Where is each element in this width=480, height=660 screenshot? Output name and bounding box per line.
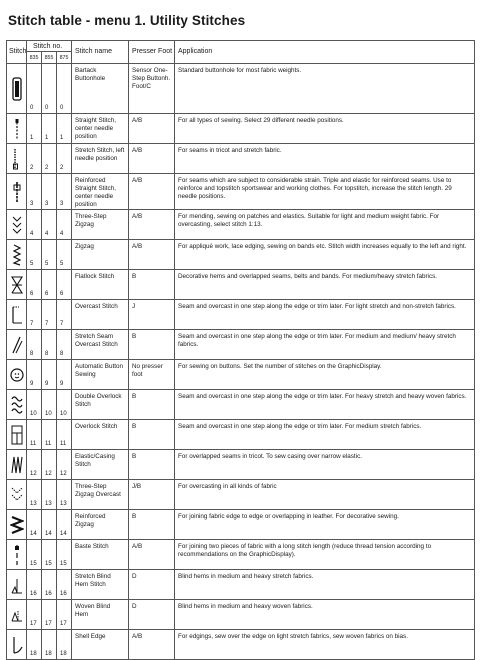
stitch-name: Automatic Button Sewing	[72, 360, 129, 390]
presser-foot: Sensor One-Step Buttonh. Foot/C	[129, 64, 175, 114]
presser-foot: A/B	[129, 630, 175, 660]
stitch-name: Overlock Stitch	[72, 420, 129, 450]
stitch-number: 12	[45, 471, 52, 477]
table-row	[7, 64, 475, 114]
table-row	[7, 360, 475, 390]
stitch-number-cell	[27, 420, 42, 450]
presser-foot: A/B	[129, 174, 175, 210]
stitch-number-cell	[57, 630, 72, 660]
stitch-icon-cell	[7, 144, 27, 174]
header-application: Application	[175, 41, 475, 64]
elastic-casing-icon	[10, 453, 24, 477]
application: For overlapped seams in tricot. To sew casing over narrow elastic.	[175, 450, 475, 480]
stitch-number: 7	[30, 321, 34, 327]
stitch-number: 1	[60, 135, 64, 141]
stitch-number-cell	[42, 64, 57, 114]
stitch-number: 12	[60, 471, 67, 477]
stitch-number-cell	[57, 270, 72, 300]
stitch-number-cell	[42, 390, 57, 420]
application: Blind hems in medium and heavy woven fabrics.	[175, 600, 475, 630]
header-stitch-no: Stitch no.	[27, 41, 72, 52]
table-row	[7, 390, 475, 420]
stitch-number-cell	[57, 570, 72, 600]
stitch-number-cell	[27, 210, 42, 240]
stitch-number-cell	[27, 300, 42, 330]
stitch-number: 17	[30, 621, 37, 627]
stitch-number-cell	[42, 270, 57, 300]
stitch-number: 18	[60, 651, 67, 657]
presser-foot: B	[129, 450, 175, 480]
stitch-number: 16	[60, 591, 67, 597]
stitch-number-cell	[57, 450, 72, 480]
stitch-name: Three-Step Zigzag Overcast	[72, 480, 129, 510]
stitch-number: 5	[30, 261, 34, 267]
stitch-number: 8	[45, 351, 49, 357]
stitch-number: 17	[45, 621, 52, 627]
stitch-number: 0	[30, 105, 34, 111]
stitch-number: 0	[60, 105, 64, 111]
stitch-number-cell	[42, 570, 57, 600]
stitch-number: 9	[60, 381, 64, 387]
stitch-number: 16	[30, 591, 37, 597]
stitch-name: Stretch Blind Hem Stitch	[72, 570, 129, 600]
stitch-number-cell	[27, 540, 42, 570]
overcast-stitch-icon	[10, 303, 24, 327]
table-row	[7, 420, 475, 450]
stitch-number-cell	[42, 510, 57, 540]
stitch-number-cell	[42, 630, 57, 660]
stitch-number: 14	[30, 531, 37, 537]
stitch-number-cell	[57, 210, 72, 240]
stitch-number: 3	[30, 201, 34, 207]
stitch-name: Stretch Stitch, left needle position	[72, 144, 129, 174]
table-row	[7, 174, 475, 210]
stitch-number: 15	[60, 561, 67, 567]
stitch-number: 3	[45, 201, 49, 207]
stitch-name: Reinforced Straight Stitch, center needle position	[72, 174, 129, 210]
stitch-icon-cell	[7, 114, 27, 144]
stitch-number: 16	[45, 591, 52, 597]
presser-foot: B	[129, 270, 175, 300]
application: For seams which are subject to considerable strain. Triple and elastic for reinforced seams. Use to reinforce and topstitch sportswear and working clothes. For topstitch, increase the stitch length. 29 needle positions.	[175, 174, 475, 210]
stitch-number-cell	[27, 360, 42, 390]
stitch-number: 13	[45, 501, 52, 507]
stitch-number: 14	[60, 531, 67, 537]
stitch-number: 4	[45, 231, 49, 237]
stitch-icon-cell	[7, 540, 27, 570]
stitch-name: Zigzag	[72, 240, 129, 270]
presser-foot: D	[129, 600, 175, 630]
stitch-name: Overcast Stitch	[72, 300, 129, 330]
stitch-number: 4	[30, 231, 34, 237]
stitch-icon-cell	[7, 360, 27, 390]
stitch-number-cell	[27, 630, 42, 660]
stitch-number-cell	[57, 174, 72, 210]
stitch-number-cell	[27, 114, 42, 144]
stitch-icon-cell	[7, 330, 27, 360]
woven-blind-hem-icon	[10, 603, 24, 627]
header-stitch: Stitch	[7, 41, 27, 64]
shell-edge-icon	[10, 633, 24, 657]
table-row	[7, 600, 475, 630]
table-header-row	[7, 41, 475, 52]
stitch-icon-cell	[7, 510, 27, 540]
presser-foot: J/B	[129, 480, 175, 510]
stitch-number-cell	[27, 330, 42, 360]
stitch-number-cell	[42, 420, 57, 450]
stitch-number: 2	[45, 165, 49, 171]
stitch-number-cell	[57, 390, 72, 420]
table-row	[7, 450, 475, 480]
application: Seam and overcast in one step along the edge or trim later. For medium stretch fabrics.	[175, 420, 475, 450]
table-row	[7, 630, 475, 660]
reinforced-zigzag-icon	[10, 513, 24, 537]
stitch-number-cell	[42, 114, 57, 144]
stitch-name: Woven Blind Hem	[72, 600, 129, 630]
stretch-stitch-left-icon	[10, 147, 24, 171]
stitch-number-cell	[27, 144, 42, 174]
stitch-icon-cell	[7, 270, 27, 300]
stitch-number-cell	[57, 114, 72, 144]
application: For overcasting in all kinds of fabric	[175, 480, 475, 510]
stitch-number-cell	[57, 420, 72, 450]
stretch-blind-hem-icon	[10, 573, 24, 597]
stitch-number-cell	[57, 330, 72, 360]
application: Decorative hems and overlapped seams, belts and bands. For medium/heavy stretch fabrics.	[175, 270, 475, 300]
stitch-number: 1	[45, 135, 49, 141]
header-presser-foot: Presser Foot	[129, 41, 175, 64]
stitch-number-cell	[27, 570, 42, 600]
table-row	[7, 330, 475, 360]
stitch-name: Double Overlock Stitch	[72, 390, 129, 420]
stitch-number-cell	[42, 210, 57, 240]
table-row	[7, 300, 475, 330]
presser-foot: J	[129, 300, 175, 330]
stitch-number-cell	[57, 480, 72, 510]
application: For mending, sewing on patches and elastics. Suitable for light and medium weight fabric. For overcasting, select stitch 1:13.	[175, 210, 475, 240]
application: For joining two pieces of fabric with a long stitch length (reduce thread tension according to recommendations on the GraphicDisplay).	[175, 540, 475, 570]
stitch-number: 2	[30, 165, 34, 171]
stitch-name: Three-Step Zigzag	[72, 210, 129, 240]
bartack-buttonhole-icon	[10, 77, 24, 101]
stitch-name: Straight Stitch, center needle position	[72, 114, 129, 144]
stitch-number-cell	[27, 450, 42, 480]
stitch-icon-cell	[7, 420, 27, 450]
stitch-number: 11	[45, 441, 52, 447]
stitch-number: 11	[60, 441, 67, 447]
stitch-number-cell	[27, 240, 42, 270]
stitch-number-cell	[42, 174, 57, 210]
presser-foot: A/B	[129, 540, 175, 570]
stitch-number: 15	[30, 561, 37, 567]
stitch-number-cell	[27, 390, 42, 420]
presser-foot: B	[129, 330, 175, 360]
stitch-icon-cell	[7, 630, 27, 660]
stitch-number: 5	[45, 261, 49, 267]
zigzag-icon	[10, 243, 24, 267]
stitch-number-cell	[42, 300, 57, 330]
table-row	[7, 510, 475, 540]
stitch-icon-cell	[7, 300, 27, 330]
page-title: Stitch table - menu 1. Utility Stitches	[8, 13, 246, 28]
stitch-number: 18	[45, 651, 52, 657]
reinforced-straight-stitch-icon	[10, 180, 24, 204]
stitch-number: 7	[60, 321, 64, 327]
stitch-number: 5	[60, 261, 64, 267]
stitch-icon-cell	[7, 390, 27, 420]
stitch-number: 8	[30, 351, 34, 357]
stitch-number: 15	[45, 561, 52, 567]
stitch-number: 10	[60, 411, 67, 417]
stitch-number: 11	[30, 441, 37, 447]
flatlock-stitch-icon	[10, 273, 24, 297]
application: For appliqué work, lace edging, sewing on bands etc. Stitch width increases equally to the left and right.	[175, 240, 475, 270]
stitch-number-cell	[27, 600, 42, 630]
stitch-number: 14	[45, 531, 52, 537]
table-row	[7, 540, 475, 570]
stitch-icon-cell	[7, 570, 27, 600]
stitch-number-cell	[27, 174, 42, 210]
stitch-number-cell	[57, 64, 72, 114]
stitch-icon-cell	[7, 480, 27, 510]
stitch-number-cell	[42, 330, 57, 360]
application: Seam and overcast in one step along the edge or trim later. For light stretch and non-stretch fabrics.	[175, 300, 475, 330]
stitch-number: 8	[60, 351, 64, 357]
stretch-seam-overcast-icon	[10, 333, 24, 357]
stitch-number-cell	[42, 480, 57, 510]
table-row	[7, 114, 475, 144]
application: Seam and overcast in one step along the edge or trim later. For heavy stretch and heavy woven fabrics.	[175, 390, 475, 420]
header-model-855: 855	[42, 52, 57, 64]
application: Standard buttonhole for most fabric weights.	[175, 64, 475, 114]
stitch-number-cell	[57, 510, 72, 540]
presser-foot: A/B	[129, 240, 175, 270]
stitch-number: 6	[30, 291, 34, 297]
table-row	[7, 240, 475, 270]
stitch-number-cell	[42, 360, 57, 390]
stitch-number: 9	[45, 381, 49, 387]
stitch-number: 13	[60, 501, 67, 507]
stitch-icon-cell	[7, 174, 27, 210]
stitch-number-cell	[57, 540, 72, 570]
application: For all types of sewing. Select 29 different needle positions.	[175, 114, 475, 144]
table-row	[7, 570, 475, 600]
double-overlock-icon	[10, 393, 24, 417]
stitch-name: Reinforced Zigzag	[72, 510, 129, 540]
table-row	[7, 144, 475, 174]
stitch-number-cell	[42, 540, 57, 570]
stitch-number-cell	[27, 480, 42, 510]
stitch-name: Bartack Buttonhole	[72, 64, 129, 114]
stitch-number: 13	[30, 501, 37, 507]
presser-foot: B	[129, 420, 175, 450]
three-step-zigzag-icon	[10, 213, 24, 237]
application: Blind hems in medium and heavy stretch fabrics.	[175, 570, 475, 600]
table-row	[7, 270, 475, 300]
presser-foot: A/B	[129, 144, 175, 174]
three-step-zigzag-overcast-icon	[10, 483, 24, 507]
application: For sewing on buttons. Set the number of stitches on the GraphicDisplay.	[175, 360, 475, 390]
stitch-number: 12	[30, 471, 37, 477]
stitch-table	[6, 40, 475, 660]
presser-foot: A/B	[129, 114, 175, 144]
baste-stitch-icon	[10, 543, 24, 567]
stitch-number: 2	[60, 165, 64, 171]
stitch-number-cell	[42, 240, 57, 270]
stitch-number: 9	[30, 381, 34, 387]
stitch-number-cell	[27, 510, 42, 540]
stitch-number-cell	[27, 64, 42, 114]
stitch-number-cell	[42, 144, 57, 174]
table-row	[7, 210, 475, 240]
application: For joining fabric edge to edge or overlapping in leather. For decorative sewing.	[175, 510, 475, 540]
stitch-number-cell	[42, 600, 57, 630]
presser-foot: No presser foot	[129, 360, 175, 390]
stitch-number: 6	[60, 291, 64, 297]
overlock-stitch-icon	[10, 423, 24, 447]
stitch-name: Baste Stitch	[72, 540, 129, 570]
stitch-number-cell	[57, 240, 72, 270]
header-model-875: 875	[57, 52, 72, 64]
stitch-number: 6	[45, 291, 49, 297]
stitch-number: 7	[45, 321, 49, 327]
stitch-name: Flatlock Stitch	[72, 270, 129, 300]
application: For edgings, sew over the edge on light stretch fabrics, sew woven fabrics on bias.	[175, 630, 475, 660]
application: Seam and overcast in one step along the edge or trim later. For medium and medium/ heavy stretch fabrics.	[175, 330, 475, 360]
table-body	[7, 64, 475, 660]
header-stitch-name: Stitch name	[72, 41, 129, 64]
presser-foot: D	[129, 570, 175, 600]
stitch-number: 10	[30, 411, 37, 417]
stitch-name: Elastic/Casing Stitch	[72, 450, 129, 480]
stitch-number-cell	[57, 360, 72, 390]
stitch-number-cell	[42, 450, 57, 480]
stitch-number: 1	[30, 135, 34, 141]
stitch-number-cell	[57, 300, 72, 330]
straight-stitch-center-icon	[10, 117, 24, 141]
stitch-name: Stretch Seam Overcast Stitch	[72, 330, 129, 360]
stitch-number-cell	[57, 600, 72, 630]
stitch-number: 18	[30, 651, 37, 657]
stitch-number: 10	[45, 411, 52, 417]
presser-foot: B	[129, 390, 175, 420]
stitch-number: 3	[60, 201, 64, 207]
stitch-number: 17	[60, 621, 67, 627]
header-model-835: 835	[27, 52, 42, 64]
stitch-icon-cell	[7, 64, 27, 114]
application: For seams in tricot and stretch fabric.	[175, 144, 475, 174]
stitch-icon-cell	[7, 600, 27, 630]
stitch-icon-cell	[7, 240, 27, 270]
stitch-number-cell	[57, 144, 72, 174]
stitch-icon-cell	[7, 210, 27, 240]
stitch-number-cell	[27, 270, 42, 300]
presser-foot: A/B	[129, 210, 175, 240]
stitch-number: 4	[60, 231, 64, 237]
button-sewing-icon	[10, 363, 24, 387]
table-row	[7, 480, 475, 510]
presser-foot: B	[129, 510, 175, 540]
stitch-icon-cell	[7, 450, 27, 480]
stitch-number: 0	[45, 105, 49, 111]
stitch-name: Shell Edge	[72, 630, 129, 660]
